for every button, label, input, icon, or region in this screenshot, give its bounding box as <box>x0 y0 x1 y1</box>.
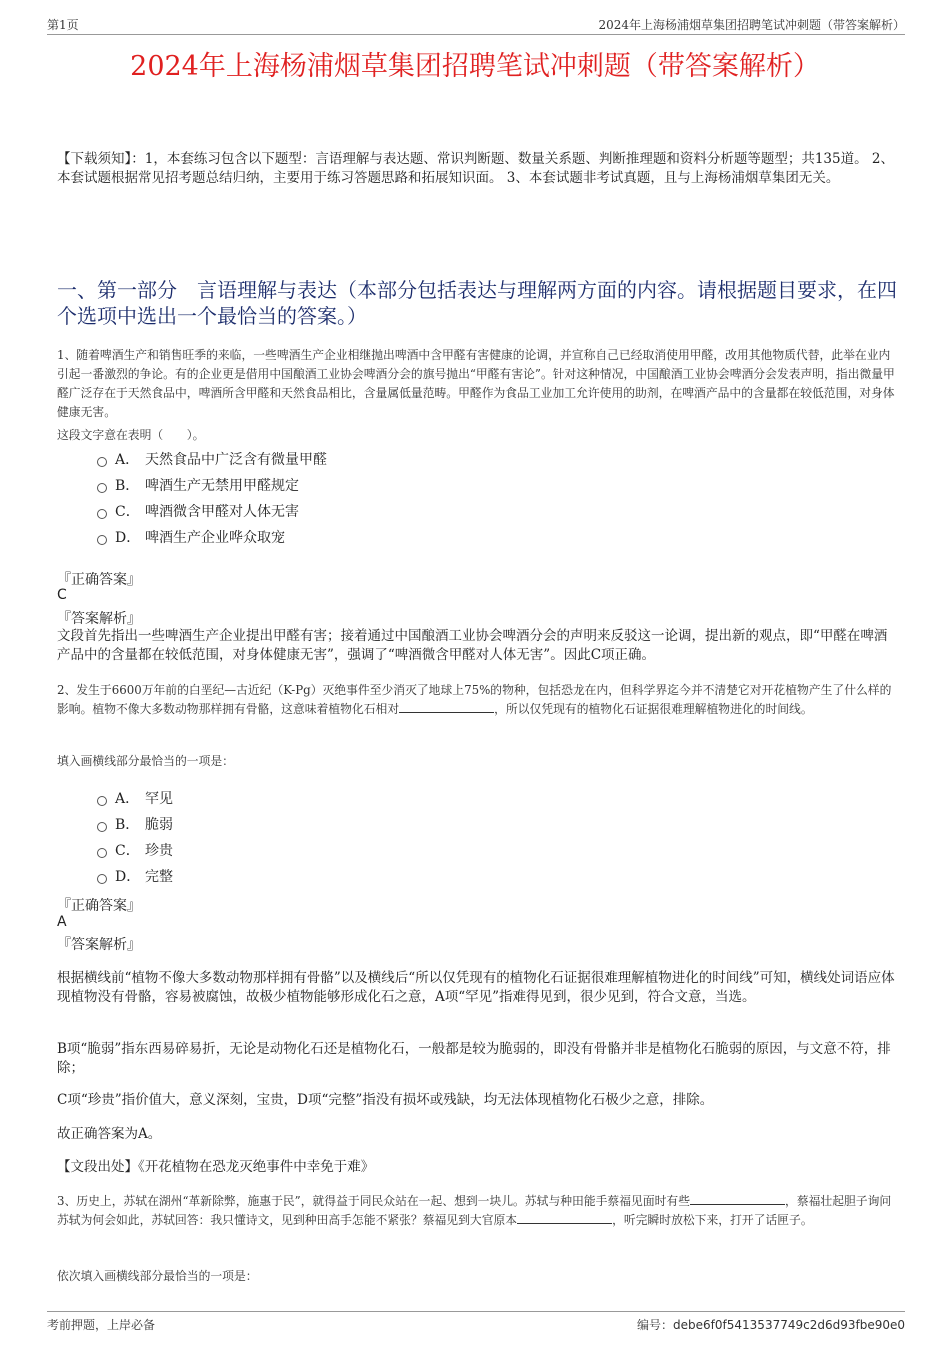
page-footer <box>47 1311 905 1334</box>
q2-option-d[interactable]: D． 完整 <box>97 863 173 889</box>
q1-correct-label: 『正确答案』 <box>57 572 141 588</box>
radio-icon[interactable] <box>97 457 107 467</box>
q1-answer: C <box>57 587 67 603</box>
q2-source: 【文段出处】《开花植物在恐龙灭绝事件中幸免于难》 <box>57 1159 375 1175</box>
q2-analysis-3: C项“珍贵”指价值大，意义深刻，宝贵，D项“完整”指没有损坏或残缺，均无法体现植物化石极少之意，排除。 <box>57 1092 714 1108</box>
q1-option-c[interactable]: C． 啤酒微含甲醛对人体无害 <box>97 498 327 524</box>
radio-icon[interactable] <box>97 483 107 493</box>
q2-analysis-2: B项“脆弱”指东西易碎易折，无论是动物化石还是植物化石，一般都是较为脆弱的，即没有骨骼并非是植物化石脆弱的原因，与文意不符，排除； <box>57 1041 891 1076</box>
page-title: 2024年上海杨浦烟草集团招聘笔试冲刺题（带答案解析） <box>130 51 820 82</box>
q1-analysis-label: 『答案解析』 <box>57 611 141 627</box>
q2-correct-label: 『正确答案』 <box>57 898 141 914</box>
q2-stem: 2、发生于6600万年前的白垩纪—古近纪（K-Pg）灭绝事件至少消灭了地球上75%的物种，包括恐龙在内，但科学界迄今并不清楚它对开花植物产生了什么样的影响。植物不像大多数动物那样拥有骨骼，这意味着植物化石相对 ，所以仅凭现有的植物化石证据很难理解植物进化的时间线。 <box>57 683 892 716</box>
q3-question: 依次填入画横线部分最恰当的一项是： <box>57 1269 258 1283</box>
radio-icon[interactable] <box>97 509 107 519</box>
footer-code: 编号：debe6f0f5413537749c2d6d93fbe90e0 <box>637 1318 905 1332</box>
q2-option-a[interactable]: A． 罕见 <box>97 785 173 811</box>
q1-question: 这段文字意在表明（ ）。 <box>57 428 205 442</box>
answer-blank <box>399 700 494 713</box>
q2-options <box>97 785 173 889</box>
answer-blank <box>690 1192 785 1205</box>
download-notice: 【下载须知】：1，本套练习包含以下题型：言语理解与表达题、常识判断题、数量关系题、判断推理题和资料分析题等题型；共135道。 2、本套试题根据常见招考题总结归纳，主要用于练习答题思路和拓展知识面。 3、本套试题非考试真题，且与上海杨浦烟草集团无关。 <box>57 151 894 186</box>
q1-options <box>97 446 327 550</box>
q2-option-b[interactable]: B． 脆弱 <box>97 811 173 837</box>
section-title: 一、第一部分 言语理解与表达（本部分包括表达与理解两方面的内容。请根据题目要求，在四个选项中选出一个最恰当的答案。） <box>57 278 897 328</box>
q1-option-d[interactable]: D． 啤酒生产企业哗众取宠 <box>97 524 327 550</box>
q2-analysis-label: 『答案解析』 <box>57 937 141 953</box>
footer-slogan: 考前押题，上岸必备 <box>47 1318 156 1332</box>
q2-analysis-1: 根据横线前“植物不像大多数动物那样拥有骨骼”以及横线后“所以仅凭现有的植物化石证据很难理解植物进化的时间线”可知，横线处词语应体现植物没有骨骼，容易被腐蚀，故极少植物能够形成化石之意，A项“罕见”指难得见到，很少见到，符合文意，当选。 <box>57 970 895 1005</box>
radio-icon[interactable] <box>97 796 107 806</box>
q1-option-a[interactable]: A． 天然食品中广泛含有微量甲醛 <box>97 446 327 472</box>
header-doc-title: 2024年上海杨浦烟草集团招聘笔试冲刺题（带答案解析） <box>598 18 905 32</box>
q1-stem: 1、随着啤酒生产和销售旺季的来临，一些啤酒生产企业相继抛出啤酒中含甲醛有害健康的论调，并宣称自己已经取消使用甲醛，改用其他物质代替，此举在业内引起一番激烈的争论。有的企业更是借用中国酿酒工业协会啤酒分会的旗号抛出“甲醛有害论”。针对这种情况，中国酿酒工业协会啤酒分会发表声明，指出微量甲醛广泛存在于天然食品中，啤酒所含甲醛和天然食品相比，含量属低量范畴。甲醛作为食品工业加工允许使用的助剂，在啤酒产品中的含量都在较低范围，对身体健康无害。 <box>57 348 895 419</box>
radio-icon[interactable] <box>97 535 107 545</box>
q3-stem: 3、历史上，苏轼在湖州“革新除弊，施惠于民”，就得益于同民众站在一起、想到一块儿。苏轼与种田能手蔡福见面时有些 ，蔡福壮起胆子询问苏轼为何会如此，苏轼回答：我只懂诗文，见到种田高手怎能不紧张？蔡福见到大官原本 ，听完瞬时放松下来，打开了话匣子。 <box>57 1194 892 1227</box>
q2-analysis-4: 故正确答案为A。 <box>57 1126 162 1142</box>
answer-blank <box>517 1211 612 1224</box>
radio-icon[interactable] <box>97 874 107 884</box>
q2-question: 填入画横线部分最恰当的一项是： <box>57 754 234 768</box>
radio-icon[interactable] <box>97 848 107 858</box>
q2-answer: A <box>57 914 67 930</box>
q1-analysis: 文段首先指出一些啤酒生产企业提出甲醛有害；接着通过中国酿酒工业协会啤酒分会的声明来反驳这一论调，提出新的观点，即“甲醛在啤酒产品中的含量都在较低范围，对身体健康无害”，强调了“啤酒微含甲醛对人体无害”。因此C项正确。 <box>57 628 888 663</box>
q1-option-b[interactable]: B． 啤酒生产无禁用甲醛规定 <box>97 472 327 498</box>
radio-icon[interactable] <box>97 822 107 832</box>
page-number: 第1页 <box>47 18 79 32</box>
q2-option-c[interactable]: C． 珍贵 <box>97 837 173 863</box>
page-header <box>47 14 905 35</box>
